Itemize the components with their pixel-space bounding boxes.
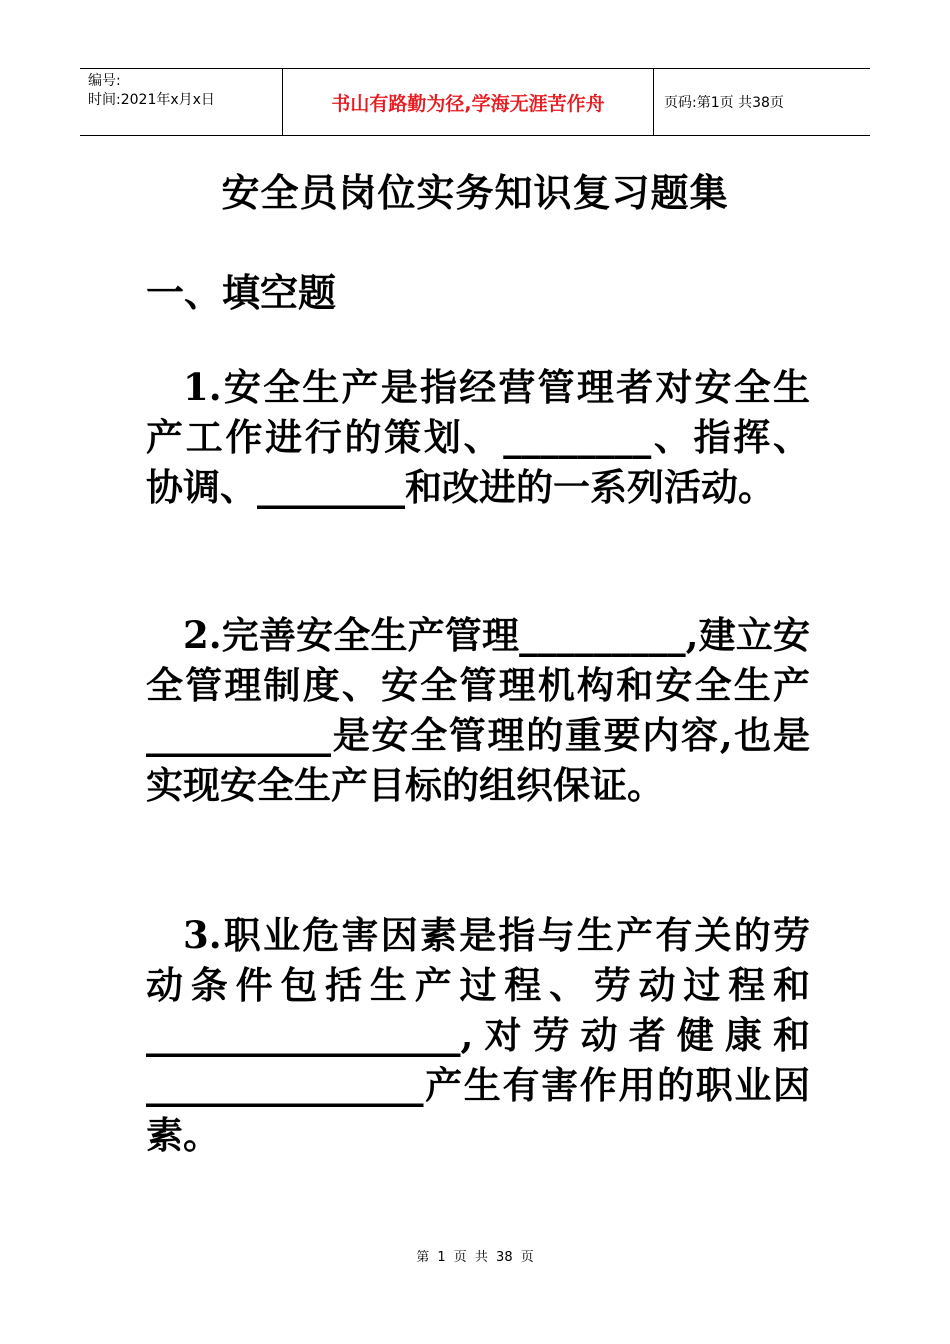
page-title: 安全员岗位实务知识复习题集 xyxy=(221,170,729,215)
time-label: 时间:2021年x月x日 xyxy=(88,92,215,108)
question-text: 3.职业危害因素是指与生产有关的劳动条件包括生产过程、劳动过程和_________________,对劳动者健康和_______________产生有害作用的职业因素。 xyxy=(146,913,810,1157)
section-title: 一、填空题 xyxy=(146,270,337,315)
page-footer: 第 1 页 共 38 页 xyxy=(416,1250,534,1265)
question-2 xyxy=(146,610,810,810)
header-page-info: 页码:第1页 共38页 xyxy=(664,95,784,111)
question-1 xyxy=(146,362,810,512)
header-motto: 书山有路勤为径,学海无涯苦作舟 xyxy=(282,69,654,135)
header-meta xyxy=(80,69,282,135)
question-text: 1.安全生产是指经营管理者对安全生产工作进行的策划、________、指挥、协调、________和改进的一系列活动。 xyxy=(146,365,810,509)
document-header xyxy=(80,68,870,136)
question-text: 2.完善安全生产管理_________,建立安全管理制度、安全管理机构和安全生产__________是安全管理的重要内容,也是实现安全生产目标的组织保证。 xyxy=(146,613,810,807)
question-3 xyxy=(146,910,810,1160)
number-label: 编号: xyxy=(88,73,121,89)
